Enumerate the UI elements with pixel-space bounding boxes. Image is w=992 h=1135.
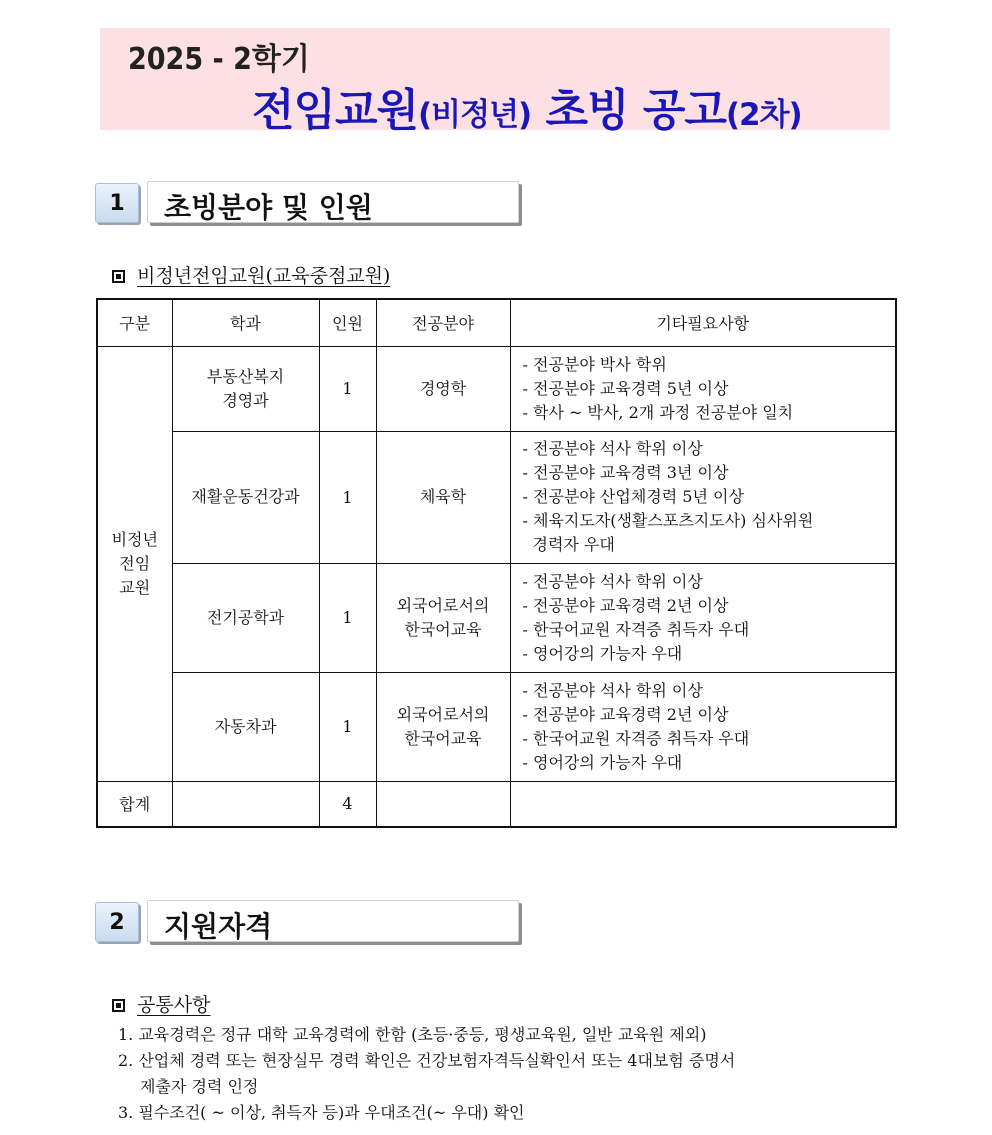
- list-item: 2. 산업체 경력 또는 현장실무 경력 확인은 건강보험자격득실확인서 또는 4대보험 증명서: [118, 1051, 736, 1070]
- dept-line: 전기공학과: [206, 607, 285, 627]
- section-number: 1: [95, 183, 139, 223]
- total-count: 4: [319, 781, 376, 827]
- count-cell: 1: [319, 672, 376, 781]
- field-cell: [376, 431, 510, 563]
- requirement-line: - 한국어교원 자격증 취득자 우대: [522, 619, 750, 639]
- requirements-cell: [510, 346, 896, 431]
- dept-cell: [172, 346, 319, 431]
- requirements-cell: [510, 672, 896, 781]
- field-line: 외국어로서의: [396, 595, 490, 615]
- total-empty-cell: [510, 781, 896, 827]
- header-field: 전공분야: [376, 299, 510, 346]
- section-number: 2: [95, 902, 139, 942]
- field-line: 한국어교육: [404, 619, 482, 639]
- dept-cell: [172, 672, 319, 781]
- requirement-line: - 전공분야 산업체경력 5년 이상: [522, 487, 744, 506]
- title-rest: 초빙 공고: [531, 85, 726, 136]
- table-row: [97, 346, 896, 431]
- dept-line: 부동산복지: [206, 366, 285, 386]
- section-label: 초빙분야 및 인원: [164, 191, 373, 224]
- total-label: 합계: [97, 781, 172, 827]
- table-row: [97, 672, 896, 781]
- field-cell: [376, 672, 510, 781]
- total-row: [97, 781, 896, 827]
- field-line: 경영학: [419, 378, 467, 398]
- count-cell: 1: [319, 346, 376, 431]
- dept-line: 경영과: [222, 390, 269, 410]
- title-round: (2차): [725, 97, 802, 133]
- list-item-continuation: 제출자 경력 인정: [140, 1077, 259, 1096]
- header-count: 인원: [319, 299, 376, 346]
- subheading-text: 공통사항: [137, 994, 211, 1016]
- header-requirements: 기타필요사항: [510, 299, 896, 346]
- requirement-line: - 전공분야 교육경력 2년 이상: [522, 704, 729, 724]
- subheading-1: [112, 261, 390, 288]
- subheading-2: [112, 990, 210, 1017]
- dept-line: 자동차과: [214, 716, 277, 736]
- common-requirements-list: [118, 1022, 735, 1126]
- requirement-line: - 전공분야 석사 학위 이상: [522, 439, 703, 458]
- section-label: 지원자격: [164, 910, 273, 943]
- section-header-1: [95, 181, 525, 225]
- category-line: 비정년: [111, 529, 158, 549]
- section-label-box: [147, 900, 519, 942]
- dept-line: 재활운동건강과: [191, 487, 300, 506]
- requirement-line: - 영어강의 가능자 우대: [522, 752, 683, 772]
- square-bullet-icon: [112, 270, 125, 283]
- title-banner: [100, 28, 890, 136]
- requirement-line: - 전공분야 교육경력 3년 이상: [522, 463, 729, 482]
- dept-cell: [172, 431, 319, 563]
- field-cell: [376, 346, 510, 431]
- count-cell: 1: [319, 431, 376, 563]
- requirement-line: - 영어강의 가능자 우대: [522, 643, 683, 663]
- field-line: 한국어교육: [404, 728, 482, 748]
- table-row: [97, 431, 896, 563]
- category-line: 교원: [119, 577, 151, 597]
- recruitment-table: [96, 298, 897, 828]
- list-item: 1. 교육경력은 정규 대학 교육경력에 한함 (초등·중등, 평생교육원, 일반 교육원 제외): [118, 1025, 707, 1044]
- page-title: [252, 74, 802, 138]
- total-empty-cell: [172, 781, 319, 827]
- title-paren: (비정년): [418, 97, 532, 133]
- requirement-line: - 체육지도자(생활스포츠지도사) 심사위원: [522, 511, 814, 530]
- requirement-line: - 전공분야 석사 학위 이상: [522, 571, 703, 591]
- section-label-box: [147, 181, 519, 223]
- title-main: 전임교원: [252, 85, 419, 136]
- field-line: 체육학: [419, 487, 467, 506]
- square-bullet-icon: [112, 999, 125, 1012]
- header-dept: 학과: [172, 299, 319, 346]
- requirement-line: 경력자 우대: [532, 535, 615, 554]
- header-category: 구분: [97, 299, 172, 346]
- total-empty-cell: [376, 781, 510, 827]
- requirement-line: - 전공분야 교육경력 2년 이상: [522, 595, 729, 615]
- requirements-cell: [510, 431, 896, 563]
- semester-label: 2025 - 2학기: [128, 42, 310, 77]
- table-header-row: [97, 299, 896, 346]
- requirement-line: - 전공분야 석사 학위 이상: [522, 680, 703, 700]
- category-cell: [97, 346, 172, 781]
- list-item: 3. 필수조건( ~ 이상, 취득자 등)과 우대조건(~ 우대) 확인: [118, 1103, 525, 1122]
- subheading-text: 비정년전임교원(교육중점교원): [137, 265, 391, 287]
- requirement-line: - 한국어교원 자격증 취득자 우대: [522, 728, 750, 748]
- field-line: 외국어로서의: [396, 704, 490, 724]
- requirements-cell: [510, 563, 896, 672]
- count-cell: 1: [319, 563, 376, 672]
- category-line: 전임: [119, 553, 151, 573]
- section-header-2: [95, 900, 525, 944]
- requirement-line: - 학사 ~ 박사, 2개 과정 전공분야 일치: [522, 402, 794, 422]
- dept-cell: [172, 563, 319, 672]
- requirement-line: - 전공분야 교육경력 5년 이상: [522, 378, 729, 398]
- requirement-line: - 전공분야 박사 학위: [522, 354, 667, 374]
- table-row: [97, 563, 896, 672]
- field-cell: [376, 563, 510, 672]
